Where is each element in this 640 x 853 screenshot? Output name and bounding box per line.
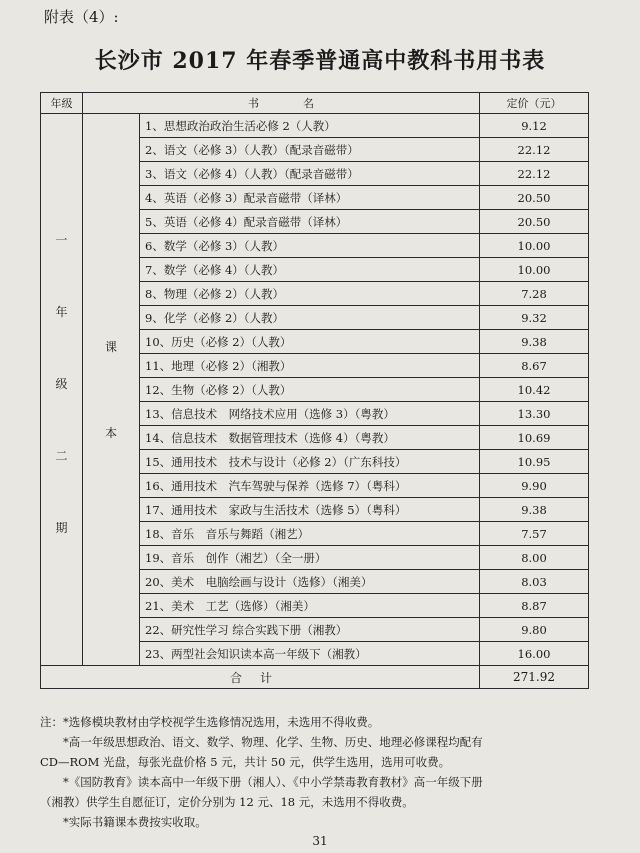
price-cell: 8.03	[480, 570, 589, 594]
page-number: 31	[312, 834, 328, 848]
book-name-cell: 14、信息技术 数据管理技术（选修 4）（粤教）	[140, 426, 480, 450]
price-cell: 20.50	[480, 186, 589, 210]
table-header-row	[41, 93, 589, 114]
price-cell: 10.69	[480, 426, 589, 450]
footnote-line: *实际书籍课本费按实收取。	[40, 815, 207, 829]
appendix-label: 附表（4）:	[44, 8, 119, 26]
grade-char: 一	[55, 233, 68, 247]
grade-char: 二	[55, 449, 68, 463]
grade-char: 期	[55, 521, 68, 535]
price-cell: 7.57	[480, 522, 589, 546]
book-name-cell: 2、语文（必修 3）（人教）（配录音磁带）	[140, 138, 480, 162]
book-name-cell: 10、历史（必修 2）（人教）	[140, 330, 480, 354]
footnote-line: CD—ROM 光盘，每张光盘价格 5 元，共计 50 元，供学生选用，选用可收费。	[40, 755, 451, 769]
price-cell: 9.12	[480, 114, 589, 138]
page-title: 长沙市 2017 年春季普通高中教科书用书表	[94, 48, 546, 74]
book-name-cell: 13、信息技术 网络技术应用（选修 3）（粤教）	[140, 402, 480, 426]
book-name-cell: 9、化学（必修 2）（人教）	[140, 306, 480, 330]
footnote-line: *高一年级思想政治、语文、数学、物理、化学、生物、历史、地理必修课程均配有	[40, 735, 483, 749]
book-name-cell: 20、美术 电脑绘画与设计（选修）（湘美）	[140, 570, 480, 594]
price-cell: 8.67	[480, 354, 589, 378]
book-name-cell: 23、两型社会知识读本高一年级下（湘教）	[140, 642, 480, 666]
price-cell: 10.42	[480, 378, 589, 402]
book-name-cell: 12、生物（必修 2）（人教）	[140, 378, 480, 402]
footnote-line: *《国防教育》读本高中一年级下册（湘人）、《中小学禁毒教育教材》高一年级下册	[40, 775, 483, 789]
category-char: 本	[104, 425, 117, 440]
book-name-cell: 4、英语（必修 3）配录音磁带（译林）	[140, 186, 480, 210]
book-name-cell: 8、物理（必修 2）（人教）	[140, 282, 480, 306]
price-cell: 9.32	[480, 306, 589, 330]
book-name-cell: 15、通用技术 技术与设计（必修 2）（广东科技）	[140, 450, 480, 474]
grade-cell	[41, 114, 83, 666]
total-value: 271.92	[480, 666, 589, 689]
price-cell: 22.12	[480, 162, 589, 186]
price-cell: 8.87	[480, 594, 589, 618]
book-name-cell: 17、通用技术 家政与生活技术（选修 5）（粤科）	[140, 498, 480, 522]
footnote-line: 注：*选修模块教材由学校视学生选修情况选用，未选用不得收费。	[40, 715, 380, 729]
book-name-cell: 16、通用技术 汽车驾驶与保养（选修 7）（粤科）	[140, 474, 480, 498]
table-row	[41, 114, 589, 138]
header-book-name: 书 名	[83, 93, 480, 114]
category-char: 课	[104, 339, 117, 354]
price-cell: 20.50	[480, 210, 589, 234]
price-cell: 10.95	[480, 450, 589, 474]
price-cell: 8.00	[480, 546, 589, 570]
book-name-cell: 18、音乐 音乐与舞蹈（湘艺）	[140, 522, 480, 546]
price-cell: 9.38	[480, 330, 589, 354]
book-name-cell: 22、研究性学习 综合实践下册（湘教）	[140, 618, 480, 642]
book-name-cell: 7、数学（必修 4）（人教）	[140, 258, 480, 282]
grade-char: 级	[55, 377, 68, 391]
price-cell: 7.28	[480, 282, 589, 306]
price-cell: 22.12	[480, 138, 589, 162]
price-cell: 9.90	[480, 474, 589, 498]
textbook-table	[40, 92, 589, 689]
category-cell	[83, 114, 140, 666]
footnotes	[40, 712, 600, 832]
price-cell: 10.00	[480, 258, 589, 282]
footnote-line: （湘教）供学生自愿征订，定价分别为 12 元、18 元，未选用不得收费。	[40, 795, 414, 809]
price-cell: 9.38	[480, 498, 589, 522]
total-label: 合计	[41, 666, 480, 689]
header-grade: 年级	[41, 93, 83, 114]
book-name-cell: 21、美术 工艺（选修）（湘美）	[140, 594, 480, 618]
book-name-cell: 1、思想政治政治生活必修 2（人教）	[140, 114, 480, 138]
book-name-cell: 3、语文（必修 4）（人教）（配录音磁带）	[140, 162, 480, 186]
price-cell: 13.30	[480, 402, 589, 426]
price-cell: 16.00	[480, 642, 589, 666]
price-cell: 9.80	[480, 618, 589, 642]
book-name-cell: 6、数学（必修 3）（人教）	[140, 234, 480, 258]
total-row	[41, 666, 589, 689]
book-name-cell: 5、英语（必修 4）配录音磁带（译林）	[140, 210, 480, 234]
grade-char: 年	[55, 305, 68, 319]
book-name-cell: 19、音乐 创作（湘艺）（全一册）	[140, 546, 480, 570]
header-price: 定价（元）	[480, 93, 589, 114]
book-name-cell: 11、地理（必修 2）（湘教）	[140, 354, 480, 378]
price-cell: 10.00	[480, 234, 589, 258]
